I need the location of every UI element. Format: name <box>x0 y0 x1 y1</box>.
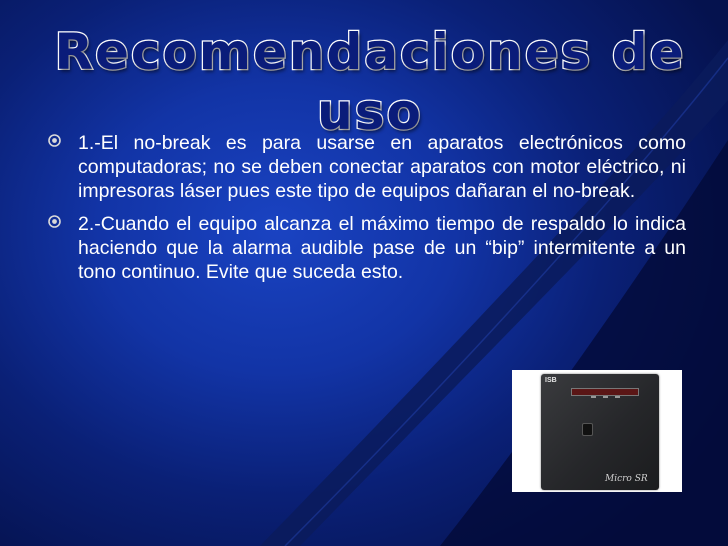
bullet-target-icon <box>48 215 61 228</box>
device-indicator <box>603 396 608 398</box>
bullet-list <box>46 131 686 293</box>
device-indicator <box>615 396 620 398</box>
device-logo: Micro SR <box>605 474 648 484</box>
device-display <box>571 388 639 396</box>
bullet-text-2: 2.-Cuando el equipo alcanza el máximo tiempo de respaldo lo indica haciendo que la alarma audible pase de un “bip” intermitente a un tono continuo. Evite que suceda esto. <box>78 213 686 283</box>
bullet-text-1: 1.-El no-break es para usarse en aparatos electrónicos como computadoras; no se deben conectar aparatos con motor eléctrico, ni impresoras láser pues este tipo de equipos dañaran el no-break. <box>78 132 686 202</box>
device-brand-label: ISB <box>545 377 557 384</box>
device-socket <box>582 423 593 436</box>
device-indicator <box>591 396 596 398</box>
slide-title: Recomendaciones de uso <box>54 23 686 141</box>
device-body <box>541 374 659 490</box>
no-break-device-image <box>512 370 682 492</box>
bullet-item-1 <box>46 131 686 203</box>
bullet-item-2 <box>46 212 686 284</box>
bullet-target-icon <box>48 134 61 147</box>
